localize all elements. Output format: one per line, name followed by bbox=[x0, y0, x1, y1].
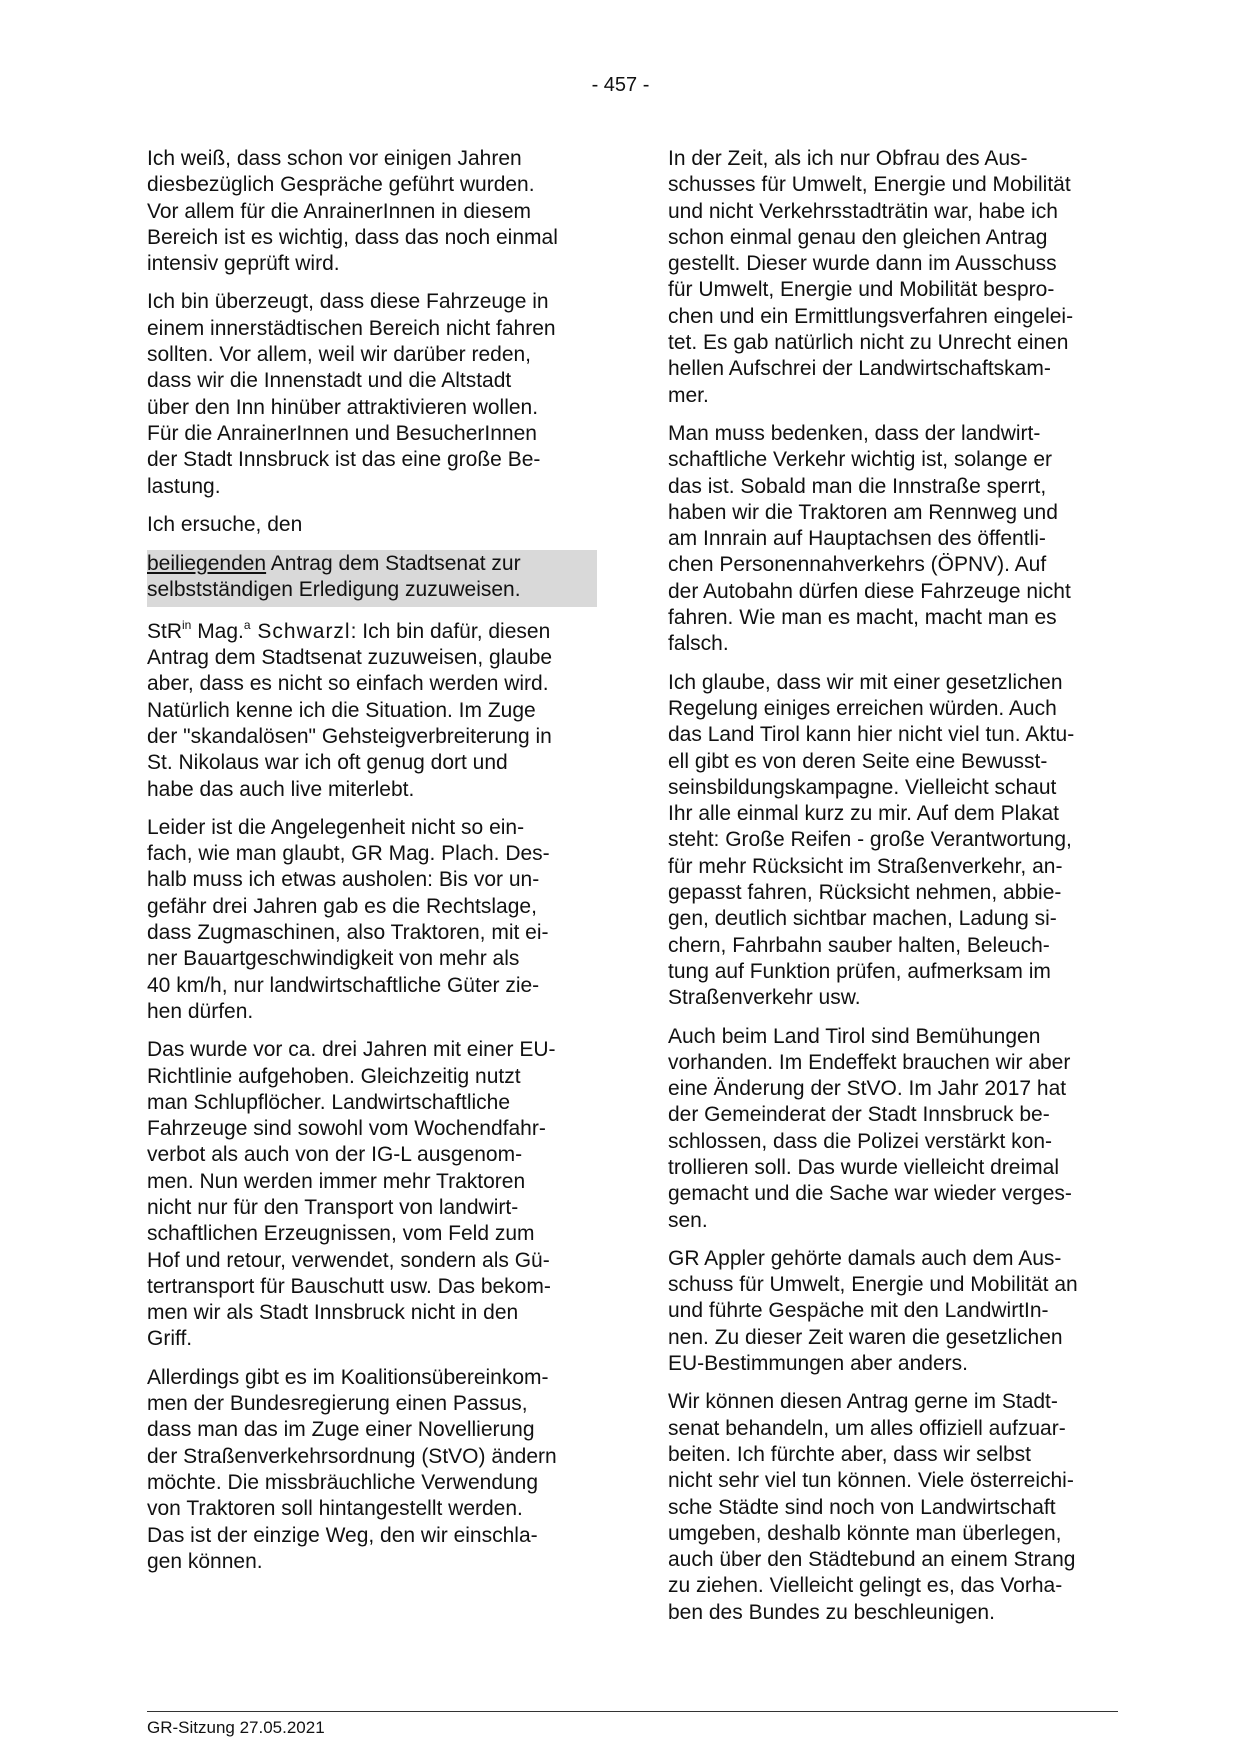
text-line: men wir als Stadt Innsbruck nicht in den bbox=[147, 1301, 519, 1325]
text-line: Regelung einiges erreichen würden. Auch bbox=[668, 696, 1057, 720]
text-line: über den Inn hinüber attraktivieren wollen. bbox=[147, 395, 539, 419]
text-line: eine Änderung der StVO. Im Jahr 2017 hat bbox=[668, 1077, 1067, 1101]
text-line: verbot als auch von der IG-L ausgenom- bbox=[147, 1143, 523, 1167]
text-line: seinsbildungskampagne. Vielleicht schaut bbox=[668, 775, 1057, 799]
text-line: men. Nun werden immer mehr Traktoren bbox=[147, 1169, 526, 1193]
text-line: zu ziehen. Vielleicht gelingt es, das Vorha- bbox=[668, 1574, 1063, 1598]
speaker-title: StR bbox=[147, 619, 183, 643]
text-line: habe das auch live miterlebt. bbox=[147, 777, 415, 801]
motion-text: Antrag dem Stadtsenat zur bbox=[266, 552, 521, 576]
speaker-title-sup: in bbox=[182, 617, 192, 632]
speaker-text: : Ich bin dafür, diesen bbox=[350, 619, 551, 643]
text-line: auch über den Städtebund an einem Strang bbox=[668, 1548, 1076, 1572]
text-line: möchte. Die missbräuchliche Verwendung bbox=[147, 1470, 539, 1494]
paragraph bbox=[668, 1246, 1118, 1377]
text-line: schon einmal genau den gleichen Antrag bbox=[668, 225, 1048, 249]
text-line: dass wir die Innenstadt und die Altstadt bbox=[147, 369, 512, 393]
text-line: Fahrzeuge sind sowohl vom Wochendfahr- bbox=[147, 1117, 546, 1141]
text-line: Ich bin überzeugt, dass diese Fahrzeuge in bbox=[147, 290, 549, 314]
paragraph bbox=[147, 1365, 597, 1575]
text-line: fach, wie man glaubt, GR Mag. Plach. Des- bbox=[147, 842, 550, 866]
paragraph bbox=[668, 1389, 1118, 1626]
text-line: senat behandeln, um alles offiziell aufzuar- bbox=[668, 1416, 1066, 1440]
right-column bbox=[668, 146, 1118, 1638]
motion-line bbox=[147, 551, 597, 577]
text-line: der "skandalösen" Gehsteigverbreiterung in bbox=[147, 724, 552, 748]
text-line: Vor allem für die AnrainerInnen in diesem bbox=[147, 199, 532, 223]
text-line: ben des Bundes zu beschleunigen. bbox=[668, 1600, 995, 1624]
text-line: nicht sehr viel tun können. Viele österreichi- bbox=[668, 1469, 1074, 1493]
text-line: vorhanden. Im Endeffekt brauchen wir aber bbox=[668, 1050, 1071, 1074]
footer-session-date: GR-Sitzung 27.05.2021 bbox=[147, 1718, 325, 1737]
text-line: am Innrain auf Hauptachsen des öffentli- bbox=[668, 527, 1046, 551]
text-line: der Straßenverkehrsordnung (StVO) ändern bbox=[147, 1444, 557, 1468]
text-line: haben wir die Traktoren am Rennweg und bbox=[668, 500, 1058, 524]
text-line: Das wurde vor ca. drei Jahren mit einer EU- bbox=[147, 1038, 556, 1062]
text-line: intensiv geprüft wird. bbox=[147, 252, 340, 276]
text-line: Leider ist die Angelegenheit nicht so ein- bbox=[147, 815, 525, 839]
page-number: - 457 - bbox=[591, 74, 650, 96]
text-line: sollten. Vor allem, weil wir darüber reden, bbox=[147, 343, 532, 367]
text-line: tung auf Funktion prüfen, aufmerksam im bbox=[668, 959, 1051, 983]
text-line: chern, Fahrbahn sauber halten, Beleuch- bbox=[668, 933, 1050, 957]
text-line: für mehr Rücksicht im Straßenverkehr, an- bbox=[668, 854, 1063, 878]
motion-highlight-box bbox=[147, 550, 597, 607]
motion-line: selbstständigen Erledigung zuzuweisen. bbox=[147, 578, 521, 602]
text-line: man Schlupflöcher. Landwirtschaftliche bbox=[147, 1090, 511, 1114]
text-line: chen und ein Ermittlungsverfahren eingelei- bbox=[668, 304, 1074, 328]
text-line: Ich weiß, dass schon vor einigen Jahren bbox=[147, 147, 522, 170]
text-line: In der Zeit, als ich nur Obfrau des Aus- bbox=[668, 147, 1028, 170]
text-line: gepasst fahren, Rücksicht nehmen, abbie- bbox=[668, 881, 1062, 905]
text-line: sen. bbox=[668, 1208, 708, 1232]
text-line: Auch beim Land Tirol sind Bemühungen bbox=[668, 1024, 1041, 1048]
left-column bbox=[147, 146, 597, 1587]
text-line: das Land Tirol kann hier nicht viel tun. Aktu- bbox=[668, 723, 1075, 747]
text-line: umgeben, deshalb könnte man überlegen, bbox=[668, 1521, 1062, 1545]
text-line: Bereich ist es wichtig, dass das noch einmal bbox=[147, 225, 558, 249]
paragraph bbox=[147, 289, 597, 499]
paragraph bbox=[147, 146, 597, 277]
text-line: und nicht Verkehrsstadträtin war, habe ich bbox=[668, 199, 1058, 223]
text-line: schuss für Umwelt, Energie und Mobilität an bbox=[668, 1273, 1078, 1297]
text-line: Man muss bedenken, dass der landwirt- bbox=[668, 421, 1041, 445]
text-line: diesbezüglich Gespräche geführt wurden. bbox=[147, 173, 535, 197]
text-line: dass man das im Zuge einer Novellierung bbox=[147, 1418, 535, 1442]
text-line: Natürlich kenne ich die Situation. Im Zuge bbox=[147, 698, 536, 722]
text-line: chen Personennahverkehrs (ÖPNV). Auf bbox=[668, 553, 1047, 577]
text-line: GR Appler gehörte damals auch dem Aus- bbox=[668, 1246, 1062, 1270]
text-line: nicht nur für den Transport von landwirt- bbox=[147, 1195, 519, 1219]
text-line: aber, dass es nicht so einfach werden wird. bbox=[147, 672, 549, 696]
text-line: Griff. bbox=[147, 1327, 193, 1351]
text-line: lastung. bbox=[147, 474, 221, 498]
text-line: Ich ersuche, den bbox=[147, 512, 303, 536]
paragraph bbox=[668, 670, 1118, 1012]
text-line: steht: Große Reifen - große Verantwortung, bbox=[668, 828, 1072, 852]
text-line: sche Städte sind noch von Landwirtschaft bbox=[668, 1495, 1056, 1519]
text-line: mer. bbox=[668, 383, 709, 407]
text-line: Ich glaube, dass wir mit einer gesetzlichen bbox=[668, 670, 1063, 694]
paragraph bbox=[147, 1037, 597, 1353]
text-line: der Gemeinderat der Stadt Innsbruck be- bbox=[668, 1103, 1050, 1127]
text-line: fahren. Wie man es macht, macht man es bbox=[668, 606, 1057, 630]
text-line: Richtlinie aufgehoben. Gleichzeitig nutzt bbox=[147, 1064, 521, 1088]
text-line: trollieren soll. Das wurde vielleicht dreimal bbox=[668, 1155, 1059, 1179]
text-line: tertransport für Bauschutt usw. Das bekom- bbox=[147, 1274, 551, 1298]
footer-divider bbox=[147, 1711, 1118, 1712]
speaker-line bbox=[147, 619, 597, 645]
paragraph bbox=[147, 815, 597, 1025]
speaker-degree-sup: a bbox=[243, 617, 251, 632]
text-line: schaftlichen Erzeugnissen, vom Feld zum bbox=[147, 1222, 535, 1246]
speaker-degree: Mag. bbox=[191, 619, 244, 643]
text-line: Wir können diesen Antrag gerne im Stadt- bbox=[668, 1390, 1058, 1414]
text-line: hen dürfen. bbox=[147, 999, 254, 1023]
paragraph bbox=[668, 146, 1118, 409]
text-line: schlossen, dass die Polizei verstärkt kon- bbox=[668, 1129, 1052, 1153]
text-line: schusses für Umwelt, Energie und Mobilität bbox=[668, 173, 1071, 197]
speaker-name: Schwarzl bbox=[250, 619, 351, 643]
text-line: Allerdings gibt es im Koalitionsübereinkom- bbox=[147, 1365, 549, 1389]
text-line: gen, deutlich sichtbar machen, Ladung si- bbox=[668, 907, 1057, 931]
speaker-body bbox=[147, 645, 597, 803]
text-line: einem innerstädtischen Bereich nicht fahren bbox=[147, 316, 556, 340]
text-line: Hof und retour, verwendet, sondern als Gü- bbox=[147, 1248, 550, 1272]
text-line: gen können. bbox=[147, 1549, 263, 1573]
text-line: für Umwelt, Energie und Mobilität bespro- bbox=[668, 278, 1055, 302]
text-line: gestellt. Dieser wurde dann im Ausschuss bbox=[668, 252, 1057, 276]
text-line: halb muss ich etwas ausholen: Bis vor un- bbox=[147, 868, 540, 892]
text-line: gefähr drei Jahren gab es die Rechtslage, bbox=[147, 894, 537, 918]
text-line: und führte Gespäche mit den LandwirtIn- bbox=[668, 1299, 1049, 1323]
text-line: falsch. bbox=[668, 632, 729, 656]
text-line: nen. Zu dieser Zeit waren die gesetzlichen bbox=[668, 1325, 1063, 1349]
text-line: von Traktoren soll hintangestellt werden. bbox=[147, 1497, 523, 1521]
text-line: Das ist der einzige Weg, den wir einschla- bbox=[147, 1523, 538, 1547]
text-line: der Stadt Innsbruck ist das eine große Be- bbox=[147, 448, 541, 472]
text-line: schaftliche Verkehr wichtig ist, solange er bbox=[668, 448, 1053, 472]
text-line: dass Zugmaschinen, also Traktoren, mit ei- bbox=[147, 921, 549, 945]
text-line: 40 km/h, nur landwirtschaftliche Güter zie- bbox=[147, 973, 540, 997]
paragraph bbox=[147, 512, 597, 538]
paragraph bbox=[668, 421, 1118, 658]
text-line: das ist. Sobald man die Innstraße sperrt, bbox=[668, 474, 1047, 498]
text-line: Ihr alle einmal kurz zu mir. Auf dem Plakat bbox=[668, 802, 1059, 826]
text-line: der Autobahn dürfen diese Fahrzeuge nicht bbox=[668, 579, 1071, 603]
text-line: Für die AnrainerInnen und BesucherInnen bbox=[147, 421, 537, 445]
underlined-word: beiliegenden bbox=[147, 552, 267, 576]
paragraph bbox=[668, 1024, 1118, 1234]
text-line: tet. Es gab natürlich nicht zu Unrecht einen bbox=[668, 331, 1069, 355]
text-line: gemacht und die Sache war wieder verges- bbox=[668, 1182, 1072, 1206]
text-line: men der Bundesregierung einen Passus, bbox=[147, 1392, 528, 1416]
text-line: EU-Bestimmungen aber anders. bbox=[668, 1352, 968, 1376]
text-line: Antrag dem Stadtsenat zuzuweisen, glaube bbox=[147, 646, 553, 670]
text-line: beiten. Ich fürchte aber, dass wir selbst bbox=[668, 1442, 1032, 1466]
text-line: Straßenverkehr usw. bbox=[668, 986, 861, 1010]
text-line: ner Bauartgeschwindigkeit von mehr als bbox=[147, 947, 520, 971]
text-line: St. Nikolaus war ich oft genug dort und bbox=[147, 751, 508, 775]
speaker-paragraph bbox=[147, 619, 597, 803]
text-line: ell gibt es von deren Seite eine Bewusst- bbox=[668, 749, 1048, 773]
text-line: hellen Aufschrei der Landwirtschaftskam- bbox=[668, 357, 1051, 381]
